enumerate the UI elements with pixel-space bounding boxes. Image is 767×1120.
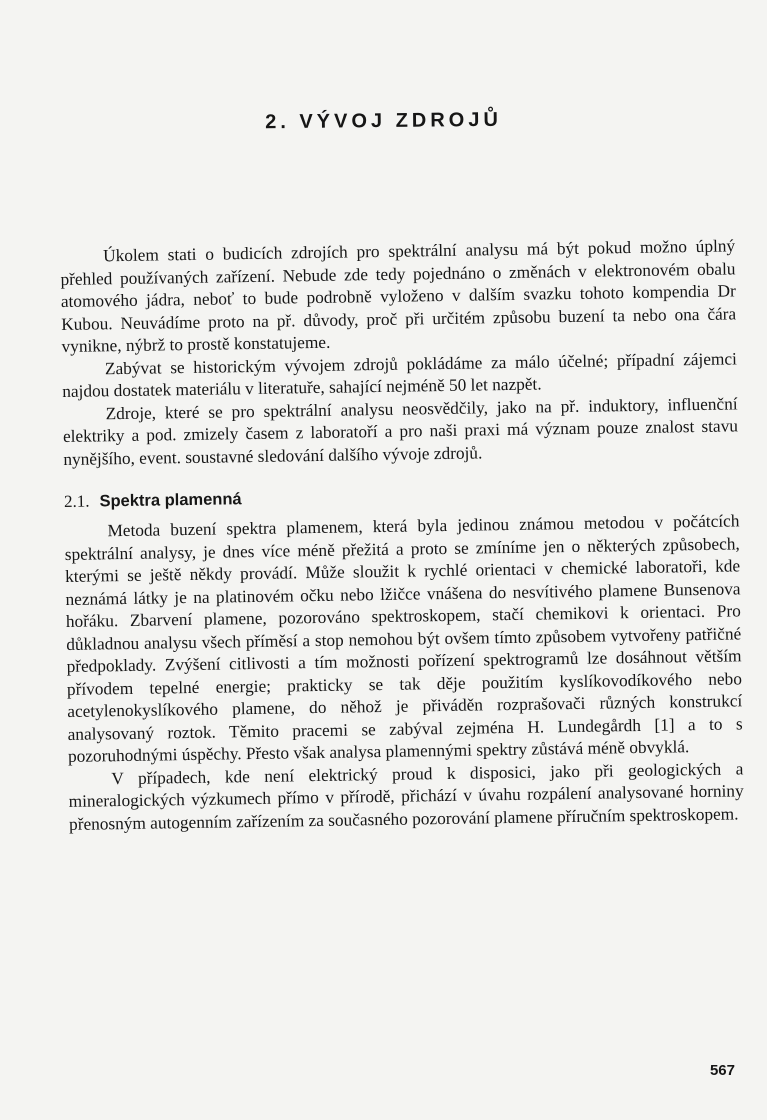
page-number: 567 <box>709 1062 735 1079</box>
section-title: Spektra plamenná <box>99 490 242 511</box>
paragraph-flame-method: Metoda buzení spektra plamenem, která byla jedinou známou metodou v počátcích spektrální analysy, je dnes více méně přežitá a proto se zmíníme jen o některých způsobech, kterými se ještě někdy provádí. Může sloužit k rychlé orientaci v chemické laboratoři, kde neznámá látky je na platinovém očku nebo lžičce vnášena do nesvítivého plamene Bunsenova hořáku. Zbarvení plamene, pozorováno spektroskopem, stačí chemikovi k orientaci. Pro důkladnou analysu všech příměsí a stop nemohou být ovšem tímto způsobem vytvořeny patřičné předpoklady. Zvýšení citlivosti a tím možnosti pořízení spektrogramů lze dosáhnout větším přívodem tepelné energie; prakticky se tak děje použitím kyslíkovodíkového nebo acetylenokyslíkového plamene, do něhož je přiváděn rozprašovači různých konstrukcí analysovaný roztok. Těmito pracemi se zabýval zejména H. Lundegårdh [1] a to s pozoruhodnými úspěchy. Přesto však analysa plamennými spektry zůstává méně obvyklá. <box>64 511 743 766</box>
chapter-title: 2. VÝVOJ ZDROJŮ <box>265 108 502 134</box>
section-number: 2.1. <box>63 491 90 511</box>
paragraph-intro-history: Zabývat se historickým vývojem zdrojů pokládáme za málo účelné; případní zájemci najdou dostatek materiálu v literatuře, sahající nejméně 50 let nazpět. <box>62 348 737 401</box>
paragraph-intro-obsolete-sources: Zdroje, které se pro spektrální analysu neosvědčily, jako na př. induktory, influenční elektriky a pod. zmizely časem z laboratoří a pro naši praxi má význam pouze znalost stavu nynějšího, event. soustavné sledování dalšího vývoje zdrojů. <box>62 393 739 469</box>
body-text <box>60 235 744 836</box>
paragraph-intro-purpose: Úkolem stati o budicích zdrojích pro spektrální analysu má být pokud možno úplný přehled používaných zařízení. Nebude zde tedy pojednáno o změnách v elektronovém obalu atomového jádra, neboť to bude podrobně vyloženo v dalším svazku tohoto kompendia Dr Kubou. Neuvádíme proto na př. důvody, proč při určitém způsobu buzení ta nebo ona čára vynikne, nýbrž to prostě konstatujeme. <box>60 236 737 356</box>
section-heading <box>64 480 739 513</box>
paragraph-field-analysis: V případech, kde není elektrický proud k disposici, jako při geologických a mineralogických výzkumech přímo v přírodě, přichází v úvahu rozpálení analysované horniny přenosným autogenním zařízením za současného pozorování plamene příručním spektroskopem. <box>68 758 744 834</box>
